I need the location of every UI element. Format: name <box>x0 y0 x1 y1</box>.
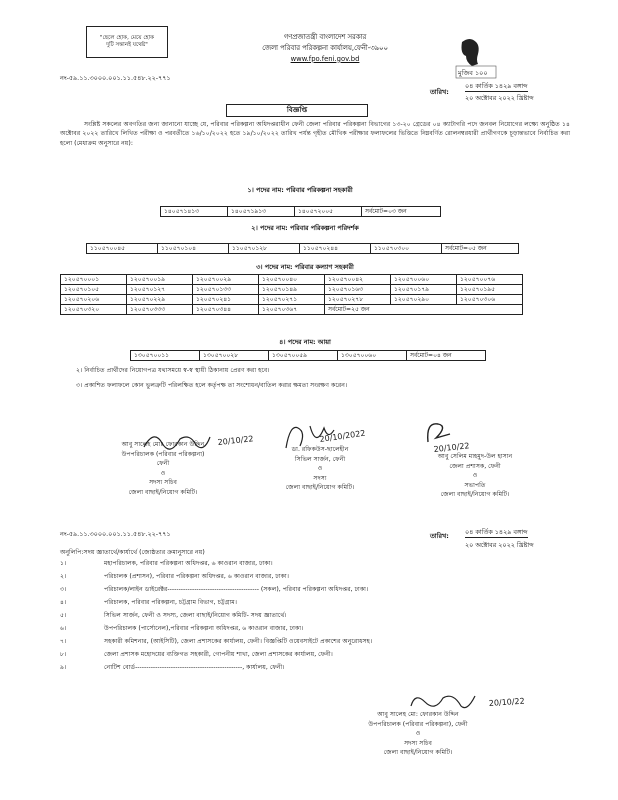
roll-number: ১২০৫৭০১৪৯ <box>259 285 325 295</box>
signatory-and: ও <box>415 730 421 738</box>
roll-number: ১২০৫৭০১০৫ <box>61 285 127 295</box>
copy-item <box>60 573 289 581</box>
final-signatory <box>318 710 518 758</box>
roll-number: ১৪০৫৭১৯১৩ <box>228 207 295 217</box>
signatory-and: ও <box>160 469 166 477</box>
copy-item <box>60 638 372 646</box>
roll-number: ১২০৫৭০৩৬৭ <box>259 305 325 315</box>
post-4-label: ৪। পদের নাম: আয়া <box>279 338 331 346</box>
copy-item-number: ৯। <box>60 664 67 671</box>
roll-number: ১২০৫৭০৩৩৩ <box>127 305 193 315</box>
office-website-link[interactable]: www.fpo.feni.gov.bd <box>290 54 360 63</box>
svg-text:20/10/2022: 20/10/2022 <box>319 428 366 444</box>
date-bangla-copy: ০৪ কার্তিক ১৪২৯ বঙ্গাব্দ <box>465 528 528 536</box>
roll-number: ১২০৫৭০০৬০ <box>391 275 457 285</box>
copy-item-number: ১। <box>60 560 67 567</box>
roll-number: ১৪০৫৭২০০৫ <box>295 207 362 217</box>
copy-item <box>60 664 285 672</box>
roll-number: ১৪০৫৭১৪১৩ <box>161 207 228 217</box>
copy-item-text: সহকারী কমিশনার, (আইসিটি), জেলা প্রশাসকের কার্যালয়, ফেনী। বিজ্ঞপ্তিটি ওয়েবসাইটে প্রকাশের অনুরোধসহ। <box>104 638 373 645</box>
copy-item <box>60 586 368 594</box>
signatory-title: সিভিল সার্জন, ফেনী <box>294 455 346 463</box>
copy-item-text: পরিচালক/লাইন ডাইরেক্টর----------------------------------------- (সকল), পরিবার পরিকল্পনা অধিদপ্তর, ঢাকা। <box>104 586 369 593</box>
date-bangla: ০৪ কার্তিক ১৪২৯ বঙ্গাব্দ <box>465 82 528 90</box>
copy-item-text: নোটিশ বোর্ড------------------------------------------------, কার্যালয়, ফেনী। <box>104 664 285 671</box>
roll-number: ১১০৫৭০১০৪ <box>158 244 229 254</box>
copy-item-number: ৫। <box>60 612 67 619</box>
slogan-line-2: দুটি সন্তানই যথেষ্ট" <box>106 42 148 48</box>
post-3-total: সর্বমোট=২৫ জন <box>325 305 523 315</box>
roll-number: ১১০৫৭০২৪৪ <box>300 244 371 254</box>
copy-item-text: জেলা প্রশাসক মহোদয়ের ব্যক্তিগত সহকারী, গোপনীয় শাখা, জেলা প্রশাসকের কার্যালয়, ফেনী। <box>104 651 333 658</box>
roll-number: ১২০৫৭০১৯৫ <box>457 285 523 295</box>
signatory-title: উপপরিচালক (পরিবার পরিকল্পনা), ফেনী <box>368 720 468 728</box>
signatory-and: ও <box>317 465 323 473</box>
mujib-100-logo <box>448 36 498 86</box>
copy-item-text: সিভিল সার্জন, ফেনী ও সদস্য, জেলা বাছাই/নিয়োগ কমিটি- সদয় জ্ঞাতার্থে। <box>104 612 287 619</box>
roll-number: ১২০৫৭০০০১ <box>61 275 127 285</box>
roll-number: ১২০৫৭০০৪২ <box>325 275 391 285</box>
signatory-1 <box>78 440 248 498</box>
date-english: ২০ অক্টোবর ২০২২ খ্রিষ্টাব্দ <box>465 94 534 102</box>
post-3-table <box>60 274 523 315</box>
copy-item-number: ৭। <box>60 638 67 645</box>
signatory-role: সদস্য সচিব <box>404 739 432 747</box>
copy-item-number: ৩। <box>60 586 67 593</box>
signatory-place: ফেনী <box>156 460 170 468</box>
roll-number: ১২০৫৭০২৭১ <box>259 295 325 305</box>
slogan-line-1: "ছেলে হোক, মেয়ে হোক <box>99 35 155 42</box>
roll-number: ১২০৫৭০২৯০ <box>391 295 457 305</box>
copy-item-text: উপপরিচালক (পার্সোনেল),পরিবার পরিকল্পনা অধিদপ্তর, ৬ কাওরান বাজার, ঢাকা। <box>104 625 304 632</box>
post-4-total: সর্বমোট=০৪ জন <box>407 351 486 361</box>
signatory-2 <box>255 445 385 493</box>
roll-number: ১৩০৫৭০০৬০ <box>338 351 407 361</box>
office-header <box>210 32 440 65</box>
post-1-total: সর্বমোট=০৩ জন <box>362 207 441 217</box>
svg-text:মুজিব ১০০: মুজিব ১০০ <box>458 69 488 77</box>
signatory-name: আবু সালেহ মোঃ ফোরকান উদ্দিন <box>121 441 205 448</box>
post-2-label: ২। পদের নাম: পরিবার পরিকল্পনা পরিদর্শক <box>251 224 359 232</box>
date-label: তারিখ: <box>430 88 449 96</box>
roll-number: ১৩০৫৭০০১১ <box>131 351 200 361</box>
svg-text:20/10/22: 20/10/22 <box>488 696 525 708</box>
roll-number: ১২০৫৭০১৭৯ <box>391 285 457 295</box>
copy-item <box>60 651 333 659</box>
roll-number: ১২০৫৭০৩০৬ <box>457 295 523 305</box>
roll-number: ১২০৫৭০১৩৩ <box>193 285 259 295</box>
copy-item-number: ২। <box>60 573 67 580</box>
signatory-committee: জেলা বাছাই/নিয়োগ কমিটি। <box>440 491 510 499</box>
memo-number: নং-৫৯.১১.৩০০০.০০১.১১.৫৪৮.২২-৭৭১ <box>60 74 171 82</box>
roll-number: ১২০৫৭০২০৬ <box>61 295 127 305</box>
roll-number: ১১০৫৭০১২৮ <box>229 244 300 254</box>
roll-number: ১২০৫৭০০১৯ <box>127 275 193 285</box>
signatory-role: সদস্য সচিব <box>149 479 177 487</box>
copy-item <box>60 625 303 633</box>
copy-item-number: ৪। <box>60 599 67 606</box>
note-2: ২। নির্বাচিত প্রার্থীদের নিয়োগপত্র যথাসময়ে স্ব-স্ব স্থায়ী ঠিকানায় প্রেরণ করা হবে। <box>76 367 270 374</box>
notice-intro: সংশ্লিষ্ট সকলের অবগতির জন্য জানানো যাচ্ছে যে, পরিবার পরিকল্পনা অধিদপ্তরাধীন ফেনী জেলা পরিবার পরিকল্পনা বিভাগের ১৩-২০ গ্রেডের ০৪ ক্যাটাগরি পদে জনবল নিয়োগের লক্ষ্যে অনুষ্ঠিত ১৪ অক্টোবর ২০২২ তারিখে লিখিত পরীক্ষা ও পরবর্তীতে ১৬/১০/২০২২ হতে ১৯/১০/২০২২ তারিখ পর্যন্ত গৃহীত মৌখিক পরীক্ষার ফলাফলের ভিত্তিতে নিম্নবর্ণিত রোলনম্বরধারী প্রার্থীগণকে চূড়ান্তভাবে নির্বাচিত করা হলো (মেধাক্রম অনুসারে নয়): <box>60 121 570 147</box>
roll-number: ১১০৫৭০০৪৫ <box>87 244 158 254</box>
copy-item-number: ৮। <box>60 651 67 658</box>
copy-item <box>60 599 237 607</box>
roll-number: ১৩০৫৭০০২৮ <box>200 351 269 361</box>
roll-number: ১২০৫৭০১৬৩ <box>325 285 391 295</box>
signatory-committee: জেলা বাছাই/নিয়োগ কমিটি। <box>128 489 198 497</box>
post-1-table <box>160 206 441 217</box>
roll-number: ১২০৫৭০০৪০ <box>259 275 325 285</box>
roll-number: ১২০৫৭০০৭৬ <box>457 275 523 285</box>
copy-item-number: ৬। <box>60 625 67 632</box>
roll-number: ১২০৫৭০২২৯ <box>127 295 193 305</box>
roll-number: ১৩০৫৭০০৫৯ <box>269 351 338 361</box>
signatory-name: ডা. রফিকউস-ছালেহীন <box>291 446 349 453</box>
roll-number: ১১০৫৭০৩০০ <box>371 244 442 254</box>
signatory-name: আবু সালেহ মো: ফোরকান উদ্দিন <box>377 711 459 718</box>
post-1-label: ১। পদের নাম: পরিবার পরিকল্পনা সহকারী <box>247 186 353 194</box>
copy-item-text: পরিচালক (প্রশাসন), পরিবার পরিকল্পনা অধিদপ্তর, ৬ কাওরান বাজার, ঢাকা। <box>104 573 289 580</box>
signatory-title: জেলা প্রশাসক, ফেনী <box>449 462 501 470</box>
roll-number: ১২০৫৭০২৭৮ <box>325 295 391 305</box>
note-3: ৩। প্রকাশিত ফলাফলে কোন ভুলত্রুটি পরিলক্ষিত হলে কর্তৃপক্ষ তা সংশোধন/বাতিল করার ক্ষমতা সংরক্ষণ করেন। <box>76 382 348 389</box>
svg-text:20/10/22: 20/10/22 <box>217 434 254 447</box>
signatory-role: সভাপতি <box>464 481 486 489</box>
post-2-total: সর্বমোট=০৫ জন <box>442 244 519 254</box>
signatory-title: উপপরিচালক (পরিবার পরিকল্পনা) <box>121 450 205 458</box>
post-3-label: ৩। পদের নাম: পরিবার কল্যাণ সহকারী <box>256 263 354 271</box>
roll-number: ১২০৫৭০২৪১ <box>193 295 259 305</box>
signatory-3 <box>390 452 560 500</box>
date-label-copy: তারিখ: <box>430 532 449 540</box>
office-name: জেলা পরিবার পরিকল্পনা কার্যালয়,ফেনী-৩৯০০ <box>262 43 388 52</box>
signatory-committee: জেলা বাছাই/নিয়োগ কমিটি। <box>285 484 355 492</box>
notice-title: বিজ্ঞপ্তি <box>226 104 368 117</box>
copy-item <box>60 612 287 620</box>
roll-number: ১২০৫৭০৩২০ <box>61 305 127 315</box>
signatory-and: ও <box>472 472 478 480</box>
slogan-box <box>86 26 168 58</box>
memo-number-copy: নং-৫৯.১১.৩০০০.০০১.১১.৫৪৮.২২-৭৭১ <box>60 530 171 538</box>
roll-number: ১২০৫৭০০২৯ <box>193 275 259 285</box>
copy-intro: অনুলিপি:সদয় জ্ঞাতার্থে/কার্যার্থে (জ্যেষ্ঠতার ক্রমানুসারে নয়) <box>60 549 205 556</box>
roll-number: ১২০৫৭০১২৭ <box>127 285 193 295</box>
roll-number: ১২০৫৭০৩৪৪ <box>193 305 259 315</box>
date-english-copy: ২০ অক্টোবর ২০২২ খ্রিষ্টাব্দ <box>465 541 534 549</box>
svg-text:20/10/22: 20/10/22 <box>433 441 470 454</box>
post-2-table <box>86 243 519 254</box>
signature-3-scribble <box>420 416 510 456</box>
post-4-table <box>130 350 486 361</box>
signatory-role: সদস্য <box>313 474 327 482</box>
signatory-name: আবু সেলিম মাহমুদ-উল হাসান <box>437 453 513 460</box>
govt-name: গণপ্রজাতন্ত্রী বাংলাদেশ সরকার <box>283 33 367 41</box>
copy-item-text: মহাপরিচালক, পরিবার পরিকল্পনা অধিদপ্তর, ৬ কাওরান বাজার, ঢাকা। <box>104 560 273 567</box>
copy-item <box>60 560 273 568</box>
signatory-committee: জেলা বাছাই/নিয়োগ কমিটি। <box>383 749 453 757</box>
copy-item-text: পরিচালক, পরিবার পরিকল্পনা, চট্টগ্রাম বিভাগ, চট্টগ্রাম। <box>104 599 237 606</box>
